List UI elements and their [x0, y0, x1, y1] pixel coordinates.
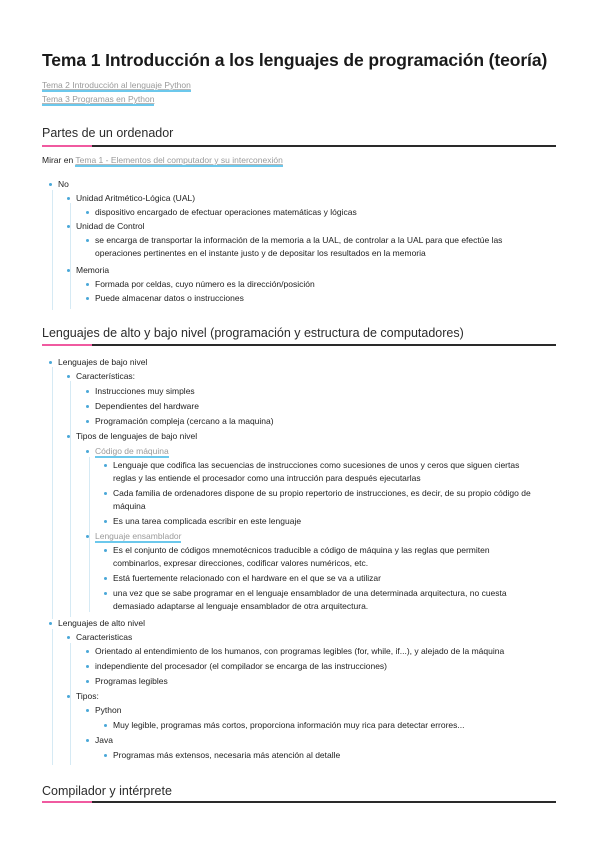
see-also-link[interactable]: Tema 1 - Elementos del computador y su interconexión	[75, 155, 283, 165]
list-item: Está fuertemente relacionado con el hardware en el que se va a utilizar	[113, 573, 381, 583]
section-divider	[42, 145, 556, 147]
indent-guide	[52, 367, 53, 619]
link-text[interactable]: Código de máquina	[95, 446, 169, 456]
list-item: No	[58, 179, 69, 189]
page-title: Tema 1 Introducción a los lenguajes de programación (teoría)	[42, 50, 548, 70]
list-item: Caracteristicas	[76, 632, 133, 642]
list-item-link-codigo-maquina[interactable]	[95, 445, 169, 458]
list-item: Tipos:	[76, 691, 99, 701]
related-link-tema-3[interactable]: Tema 3 Programas en Python	[42, 94, 155, 104]
list-item: Instrucciones muy simples	[95, 386, 195, 396]
list-item: se encarga de transportar la información de la memoria a la UAL, de controlar a la UAL para que efectúe las operaciones pertinentes en el instante justo y de depositar los resultados en la memoria	[95, 234, 535, 260]
list-item: Características:	[76, 371, 136, 381]
list-item: Puede almacenar datos o instrucciones	[95, 293, 244, 303]
list-item: Formada por celdas, cuyo número es la dirección/posición	[95, 279, 315, 289]
list-item: Unidad de Control	[76, 221, 145, 231]
section-heading-lenguajes: Lenguajes de alto y bajo nivel (programación y estructura de computadores)	[42, 326, 464, 340]
list-item: Java	[95, 735, 113, 745]
list-item-link-ensamblador[interactable]	[95, 530, 181, 543]
related-link-tema-2[interactable]: Tema 2 Introducción al lenguaje Python	[42, 80, 191, 90]
list-item: Orientado al entendimiento de los humanos, con programas legibles (for, while, if...), y alejado de la máquina	[95, 646, 505, 656]
see-also-label: Mirar en	[42, 155, 76, 165]
indent-guide	[70, 381, 71, 617]
list-item: Lenguajes de alto nivel	[58, 618, 145, 628]
see-also	[42, 155, 283, 165]
list-item: independiente del procesador (el compilador se encarga de las instrucciones)	[95, 661, 388, 671]
section-heading-compilador: Compilador y intérprete	[42, 784, 172, 798]
list-item: Es el conjunto de códigos mnemotécnicos traducible a código de máquina y las reglas que permiten combinarlos, expresar direcciones, codificar valores numéricos, etc.	[113, 544, 523, 570]
list-item: Programas más extensos, necesaria más atención al detalle	[113, 750, 341, 760]
indent-guide	[52, 190, 53, 310]
indent-guide	[52, 629, 53, 765]
list-item: dispositivo encargado de efectuar operaciones matemáticas y lógicas	[95, 207, 357, 217]
list-item: Programas legibles	[95, 676, 168, 686]
list-item: Lenguajes de bajo nivel	[58, 357, 148, 367]
list-item: Memoria	[76, 265, 110, 275]
section-divider	[42, 801, 556, 803]
indent-guide	[70, 643, 71, 765]
indent-guide	[70, 203, 71, 309]
list-item: Programación compleja (cercano a la maquina)	[95, 416, 274, 426]
list-item: una vez que se sabe programar en el lenguaje ensamblador de una determinada arquitectura, no cuesta demasiado adaptarse al lenguaje ensamblador de otra arquitectura.	[113, 587, 518, 613]
section-divider	[42, 344, 556, 346]
list-item: Unidad Aritmético-Lógica (UAL)	[76, 193, 196, 203]
list-item: Muy legible, programas más cortos, proporciona información muy rica para detectar errores...	[113, 720, 465, 730]
list-item: Cada familia de ordenadores dispone de su propio repertorio de instrucciones, es decir, de su propio código de máquina	[113, 487, 533, 513]
section-heading-partes: Partes de un ordenador	[42, 126, 174, 140]
indent-guide	[89, 457, 90, 612]
list-item: Dependientes del hardware	[95, 401, 199, 411]
list-item: Es una tarea complicada escribir en este lenguaje	[113, 516, 302, 526]
link-text[interactable]: Lenguaje ensamblador	[95, 531, 182, 541]
list-item: Lenguaje que codifica las secuencias de instrucciones como sucesiones de unos y ceros que siguen ciertas reglas y las entiende el procesador como una intrucción para después ejecutarlas	[113, 459, 533, 485]
list-item: Tipos de lenguajes de bajo nivel	[76, 431, 198, 441]
list-item: Python	[95, 705, 122, 715]
